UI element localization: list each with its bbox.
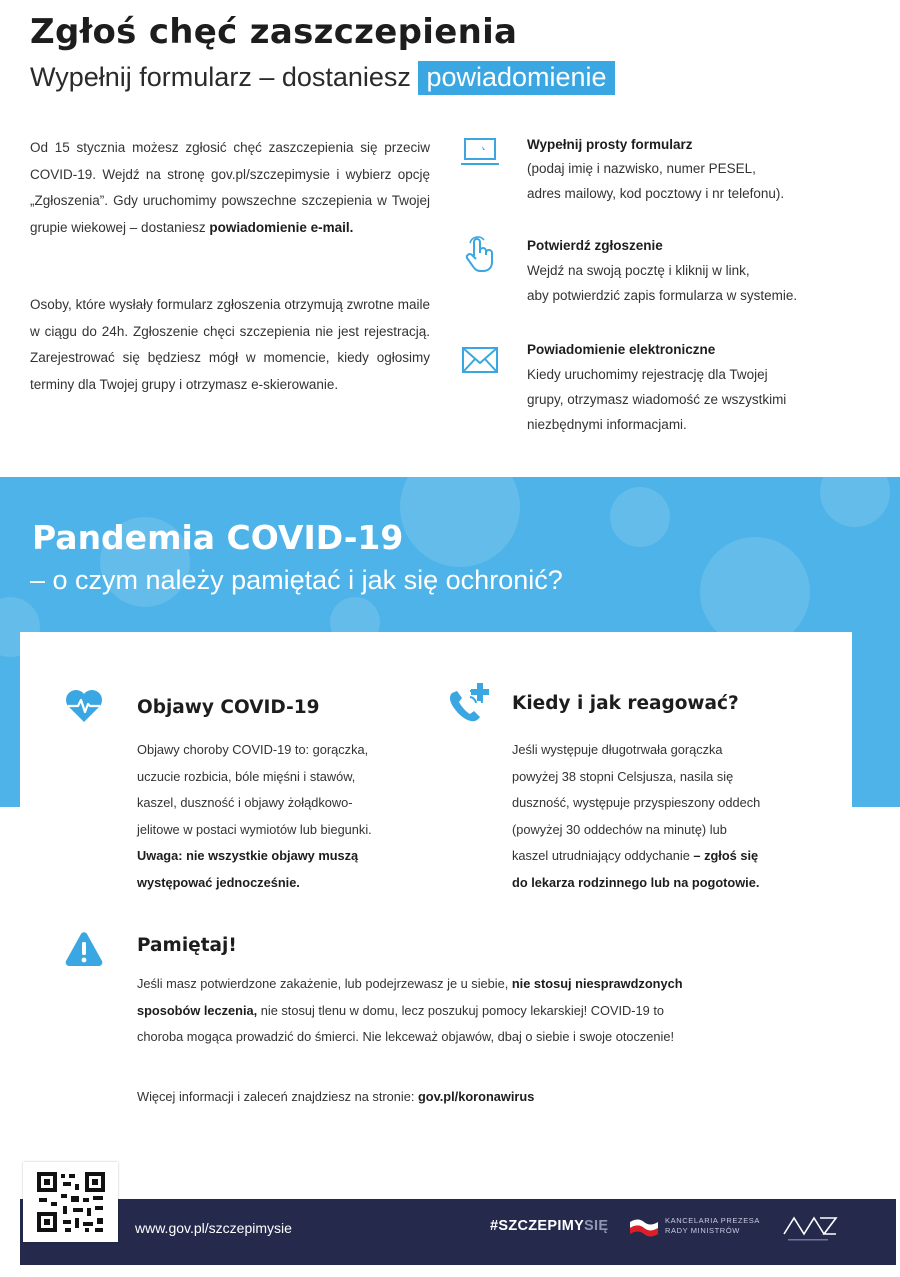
band-title: Pandemia COVID-19 xyxy=(32,518,404,557)
kprm-line-1: KANCELARIA PREZESA xyxy=(665,1216,760,1225)
nfz-logo-icon xyxy=(780,1210,840,1246)
remember-title: Pamiętaj! xyxy=(137,935,237,956)
react-line: duszność, występuje przyspieszony oddech xyxy=(512,795,761,810)
virus-decoration xyxy=(400,477,520,567)
koronawirus-link[interactable]: gov.pl/koronawirus xyxy=(417,1089,535,1104)
more-info xyxy=(137,1084,534,1111)
hashtag-end: SIĘ xyxy=(584,1218,609,1234)
intro-paragraph-1 xyxy=(30,135,430,241)
symptoms-warning: występować jednocześnie. xyxy=(137,874,300,890)
footer-url[interactable]: www.gov.pl/szczepimysie xyxy=(135,1220,292,1236)
virus-decoration xyxy=(700,537,810,647)
step-3-line-2: grupy, otrzymasz wiadomość ze wszystkimi xyxy=(527,392,787,407)
react-line-5-bold: – zgłoś się xyxy=(693,848,759,863)
react-line: powyżej 38 stopni Celsjusza, nasila się xyxy=(512,768,734,784)
qr-code[interactable] xyxy=(23,1162,118,1242)
page-title: Zgłoś chęć zaszczepienia xyxy=(30,12,518,52)
step-3-title: Powiadomienie elektroniczne xyxy=(527,342,716,357)
symptoms-text xyxy=(137,737,437,896)
step-1-title: Wypełnij prosty formularz xyxy=(527,137,693,152)
virus-decoration xyxy=(610,487,670,547)
page-subtitle xyxy=(30,62,615,93)
subtitle-text: Wypełnij formularz – dostaniesz xyxy=(30,62,411,92)
step-3-text xyxy=(527,362,857,437)
more-info-text: Więcej informacji i zaleceń znajdziesz na stronie: xyxy=(137,1089,418,1104)
intro-text-1: Od 15 stycznia możesz zgłosić chęć zaszczepienia się przeciw COVID-19. Wejdź na stronę gov.pl/szczepimysie i wybierz opcję „Zgłoszenia”. Gdy uruchomimy powszechne szczepienia w Twojej grupie wiekowej – dostaniesz xyxy=(30,140,430,235)
intro-bold-1: powiadomienie e-mail. xyxy=(209,219,354,235)
intro-paragraph-2: Osoby, które wysłały formularz zgłoszenia otrzymują zwrotne maile w ciągu do 24h. Zgłoszenie chęci szczepienia nie jest rejestracją. Zarejestrować się będziesz mógł w momencie, kiedy ogłosimy terminy dla Twojej grupy i otrzymasz e-skierowanie. xyxy=(30,297,430,392)
step-2-text xyxy=(527,258,857,308)
remember-text xyxy=(137,971,837,1051)
kprm-line-2: RADY MINISTRÓW xyxy=(665,1226,740,1235)
laptop-icon xyxy=(460,133,500,173)
remember-bold: sposobów leczenia, xyxy=(137,1002,258,1018)
step-3-line-1: Kiedy uruchomimy rejestrację dla Twojej xyxy=(527,367,768,382)
remember-bold: nie stosuj niesprawdzonych xyxy=(511,976,683,991)
symptoms-title: Objawy COVID-19 xyxy=(137,697,320,718)
react-line: Jeśli występuje długotrwała gorączka xyxy=(512,742,723,757)
step-1-line-2: adres mailowy, kod pocztowy i nr telefonu). xyxy=(527,186,785,201)
symptoms-line: Objawy choroby COVID-19 to: gorączka, xyxy=(137,742,369,757)
hashtag-main: #SZCZEPIMY xyxy=(490,1218,585,1234)
step-1-text xyxy=(527,156,857,206)
react-text xyxy=(512,737,832,896)
react-title: Kiedy i jak reagować? xyxy=(512,693,739,714)
step-2-line-2: aby potwierdzić zapis formularza w systemie. xyxy=(527,288,798,303)
footer-hashtag xyxy=(490,1218,608,1234)
remember-text-line: nie stosuj tlenu w domu, lecz poszukuj pomocy lekarskiej! COVID-19 to xyxy=(257,1002,665,1018)
symptoms-line: jelitowe w postaci wymiotów lub biegunki. xyxy=(137,821,372,837)
step-2-title: Potwierdź zgłoszenie xyxy=(527,238,663,253)
symptoms-line: uczucie rozbicia, bóle mięśni i stawów, xyxy=(137,768,356,784)
step-2-line-1: Wejdź na swoją pocztę i kliknij w link, xyxy=(527,263,750,278)
heart-pulse-icon xyxy=(64,688,104,724)
symptoms-warning: Uwaga: nie wszystkie objawy muszą xyxy=(137,848,359,863)
warning-icon xyxy=(64,930,104,968)
envelope-icon xyxy=(460,340,500,380)
step-3-line-3: niezbędnymi informacjami. xyxy=(527,417,687,432)
react-line-5-text: kaszel utrudniający oddychanie xyxy=(512,848,694,863)
hand-pointer-icon xyxy=(460,234,500,274)
virus-decoration xyxy=(820,477,890,527)
subtitle-highlight: powiadomienie xyxy=(418,61,614,95)
symptoms-line: kaszel, duszność i objawy żołądkowo- xyxy=(137,795,353,810)
react-line-5 xyxy=(512,843,832,870)
remember-text-line: choroba mogąca prowadzić do śmierci. Nie lekceważ objawów, dbaj o siebie i swoje otoczenie! xyxy=(137,1029,675,1044)
kprm-logo-text xyxy=(665,1216,760,1236)
step-1-line-1: (podaj imię i nazwisko, numer PESEL, xyxy=(527,161,756,176)
band-subtitle: – o czym należy pamiętać i jak się ochronić? xyxy=(30,565,563,595)
react-line: (powyżej 30 oddechów na minutę) lub xyxy=(512,821,727,837)
flag-icon xyxy=(628,1216,660,1238)
phone-plus-icon xyxy=(444,683,492,727)
remember-text-line: Jeśli masz potwierdzone zakażenie, lub podejrzewasz je u siebie, xyxy=(137,976,512,991)
react-line-6-bold: do lekarza rodzinnego lub na pogotowie. xyxy=(512,874,760,890)
